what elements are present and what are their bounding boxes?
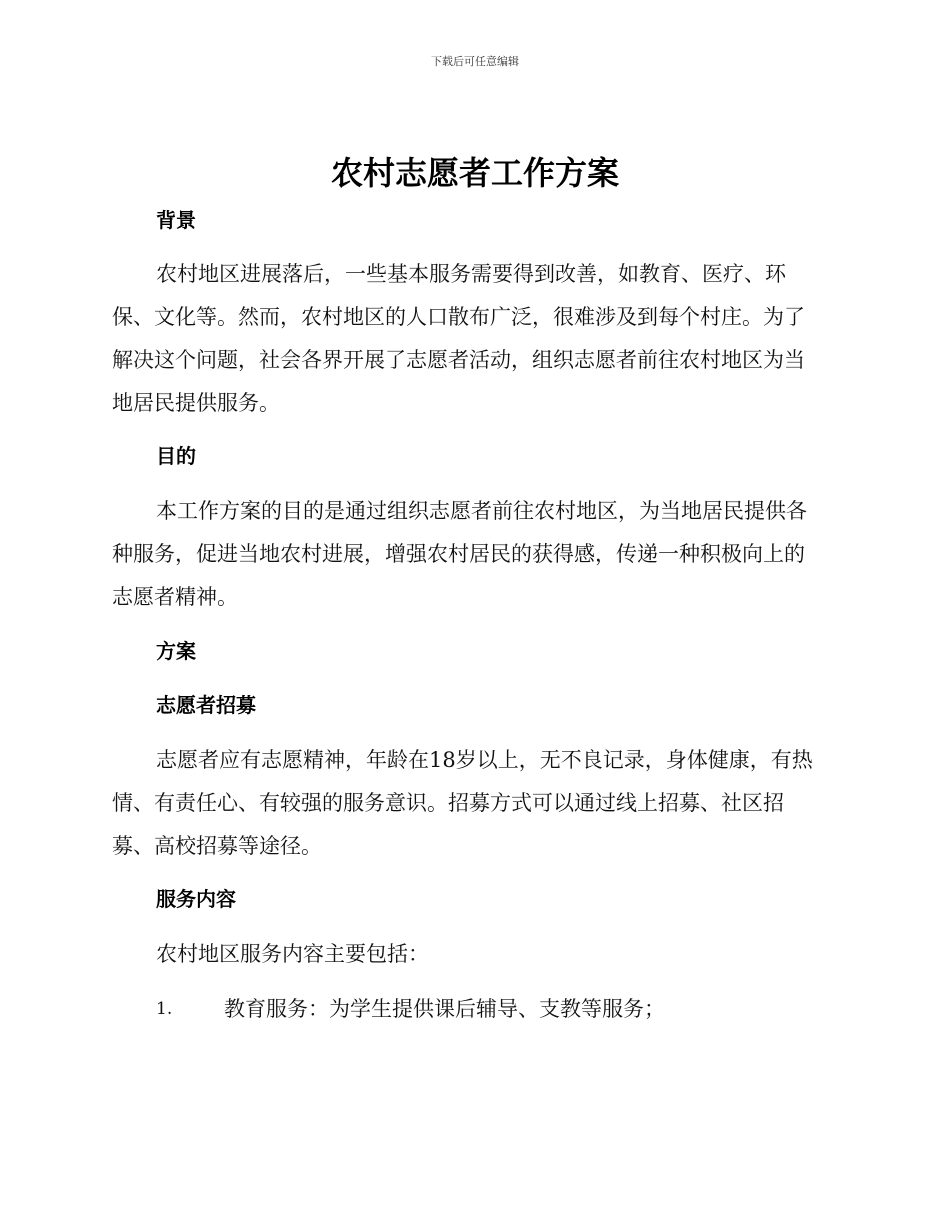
list-item-text: 教育服务：为学生提供课后辅导、支教等服务；	[224, 997, 665, 1021]
paragraph-line: 种服务，促进当地农村进展，增强农村居民的获得感，传递一种积极向上的	[112, 542, 805, 566]
section-heading-plan: 方案	[156, 639, 196, 663]
list-item	[156, 988, 846, 1031]
paragraph-line: 解决这个问题，社会各界开展了志愿者活动，组织志愿者前往农村地区为当	[112, 348, 805, 372]
paragraph-services-intro	[112, 933, 840, 976]
paragraph-line: 情、有责任心、有较强的服务意识。招募方式可以通过线上招募、社区招	[112, 791, 784, 815]
page-header-note: 下载后可任意编辑	[431, 55, 519, 68]
section-heading-background: 背景	[156, 208, 196, 232]
paragraph-line: 志愿者精神。	[112, 585, 238, 609]
paragraph-background	[112, 253, 840, 425]
paragraph-line: 保、文化等。然而，农村地区的人口散布广泛，很难涉及到每个村庄。为了	[112, 305, 805, 329]
paragraph-line: 地居民提供服务。	[112, 391, 280, 415]
document-title: 农村志愿者工作方案	[330, 154, 619, 192]
section-heading-purpose: 目的	[156, 444, 196, 468]
section-heading-recruitment: 志愿者招募	[156, 693, 256, 717]
section-heading-services: 服务内容	[156, 887, 236, 911]
list-item-number: 1.	[156, 999, 173, 1019]
paragraph-line: 农村地区服务内容主要包括：	[156, 942, 429, 966]
paragraph-line: 募、高校招募等途径。	[112, 834, 322, 858]
paragraph-line: 本工作方案的目的是通过组织志愿者前往农村地区，为当地居民提供各	[156, 499, 807, 523]
paragraph-recruitment	[112, 739, 840, 868]
paragraph-line: 志愿者应有志愿精神，年龄在18岁以上，无不良记录，身体健康，有热	[156, 748, 813, 772]
paragraph-purpose	[112, 490, 840, 619]
paragraph-line: 农村地区进展落后，一些基本服务需要得到改善，如教育、医疗、环	[156, 262, 786, 286]
